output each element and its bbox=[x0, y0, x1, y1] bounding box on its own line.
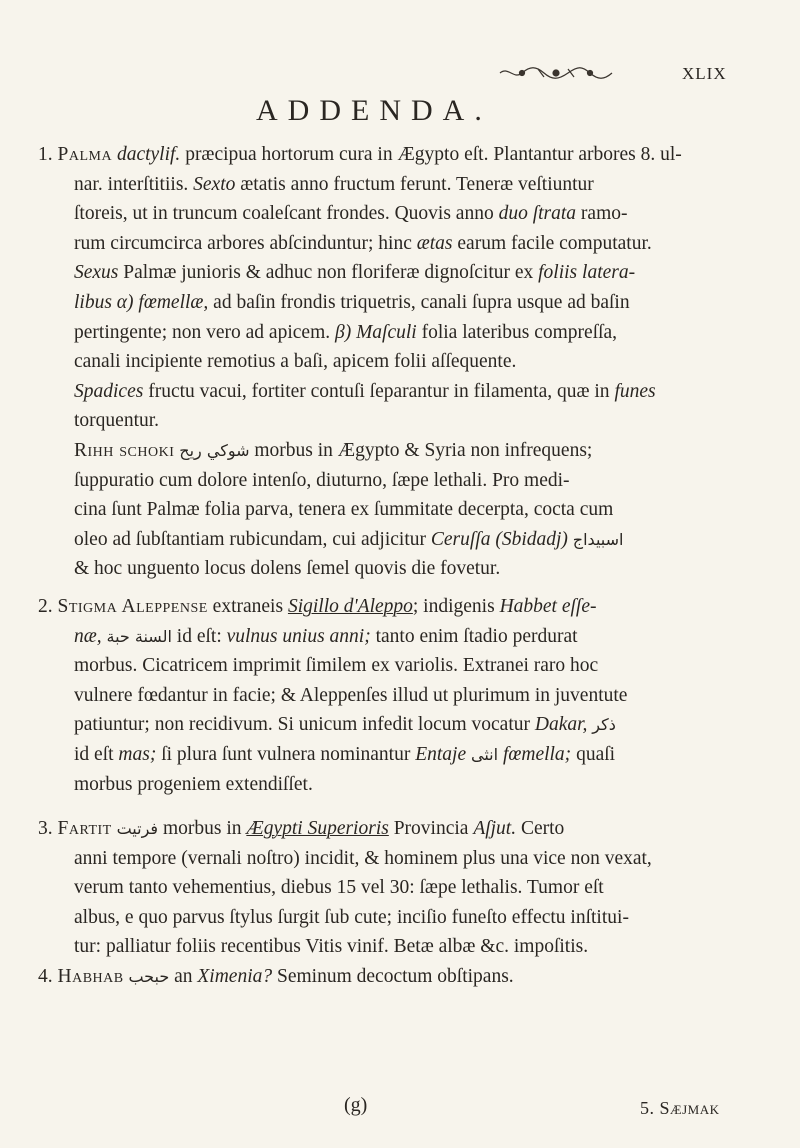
arabic-term: فرتيت bbox=[116, 819, 159, 838]
text-line: Spadices fructu vacui, fortiter contuſi ſeparantur in filamenta, quæ in funes bbox=[74, 380, 656, 402]
arabic-term: السنة حبة bbox=[106, 626, 172, 646]
text-line: pertingente; non vero ad apicem. β) Maſculi folia lateribus compreſſa, bbox=[74, 321, 618, 343]
text-line: patiuntur; non recidivum. Si unicum infedit locum vocatur Dakar, ذكر bbox=[74, 714, 616, 736]
entry-number: 2. bbox=[38, 596, 53, 617]
text-line: 1. Palma dactylif. præcipua hortorum cura in Ægypto eſt. Plantantur arbores 8. ul- bbox=[38, 144, 682, 165]
text-line: 3. Fartit فرتيت morbus in Ægypti Superioris Provincia Aſjut. Certo bbox=[38, 818, 565, 839]
entry-stigma bbox=[38, 592, 764, 799]
arabic-term: ذكر bbox=[592, 715, 616, 735]
entry-fartit bbox=[38, 814, 764, 962]
text-line: Rihh schoki شوكي ريح morbus in Ægypto & Syria non infrequens; bbox=[74, 439, 593, 461]
entry-headword: Fartit bbox=[57, 818, 112, 839]
text-line: albus, e quo parvus ſtylus ſurgit ſub cute; inciſio funeſto effectu inſtitui- bbox=[74, 906, 629, 928]
arabic-term: اسبيداج bbox=[572, 529, 624, 549]
text-line: oleo ad ſubſtantiam rubicundam, cui adjicitur Ceruſſa (Sbidadj) اسبيداج bbox=[74, 528, 624, 550]
printer-ornament-icon bbox=[498, 66, 614, 80]
entry-number: 1. bbox=[38, 144, 53, 165]
text-line: ſtoreis, ut in truncum coaleſcant frondes. Quovis anno duo ſtrata ramo- bbox=[74, 203, 628, 225]
text-line: ſuppuratio cum dolore intenſo, diuturno, ſæpe lethali. Pro medi- bbox=[74, 469, 570, 491]
text-line: canali incipiente remotius a baſi, apicem folii aſſequente. bbox=[74, 351, 517, 373]
arabic-term: انثى bbox=[471, 744, 499, 764]
text-line: verum tanto vehementius, diebus 15 vel 30: ſæpe lethalis. Tumor eſt bbox=[74, 877, 604, 899]
arabic-term: حبحب bbox=[128, 967, 170, 986]
page-number: XLIX bbox=[682, 64, 727, 83]
entry-headword: Stigma Aleppense bbox=[57, 596, 208, 617]
entry-headword: Habhab bbox=[57, 966, 124, 987]
text-line: torquentur. bbox=[74, 410, 160, 432]
text-line: 4. Habhab حبحب an Ximenia? Seminum decoctum obſtipans. bbox=[38, 966, 514, 987]
text-line: id eſt mas; ſi plura ſunt vulnera nominantur Entaje انثى fœmella; quaſi bbox=[74, 743, 616, 765]
text-line: rum circumcirca arbores abſcinduntur; hinc ætas earum facile computatur. bbox=[74, 232, 652, 254]
entry-headword: Palma bbox=[57, 144, 113, 165]
text-line: morbus progeniem extendiſſet. bbox=[74, 773, 313, 795]
text-line: tur: palliatur foliis recentibus Vitis vinif. Betæ albæ &c. impoſitis. bbox=[74, 936, 589, 958]
page-title: ADDENDA. bbox=[256, 94, 492, 127]
text-line: & hoc unguento locus dolens ſemel quovis die fovetur. bbox=[74, 558, 501, 580]
text-line: anni tempore (vernali noſtro) incidit, & hominem plus una vice non vexat, bbox=[74, 847, 652, 869]
subentry-headword: Rihh schoki bbox=[74, 439, 175, 461]
entry-palma bbox=[38, 140, 764, 584]
text-line: næ, السنة حبة id eſt: vulnus unius anni; tanto enim ſtadio perdurat bbox=[74, 625, 578, 647]
text-line: Sexus Palmæ junioris & adhuc non floriferæ dignoſcitur ex foliis latera- bbox=[74, 262, 636, 284]
arabic-term: شوكي ريح bbox=[179, 440, 250, 460]
text-line: nar. interſtitiis. Sexto ætatis anno fructum ferunt. Teneræ veſtiuntur bbox=[74, 173, 594, 195]
text-line: cina ſunt Palmæ folia parva, tenera ex ſummitate decerpta, cocta cum bbox=[74, 499, 614, 521]
entry-number: 4. bbox=[38, 966, 53, 987]
text-line: vulnere fœdantur in facie; & Aleppenſes illud ut plurimum in juventute bbox=[74, 684, 628, 706]
text-line: 2. Stigma Aleppense extraneis Sigillo d'Aleppo; indigenis Habbet eſſe- bbox=[38, 596, 597, 617]
catchword: 5. Sæjmak bbox=[640, 1098, 720, 1118]
text-line: libus α) fœmellæ, ad baſin frondis triquetris, canali ſupra usque ad baſin bbox=[74, 291, 630, 313]
entry-number: 3. bbox=[38, 818, 53, 839]
text-line: morbus. Cicatricem imprimit ſimilem ex variolis. Extranei raro hoc bbox=[74, 655, 599, 677]
signature-mark: (g) bbox=[344, 1094, 368, 1116]
entry-habhab bbox=[38, 962, 764, 992]
